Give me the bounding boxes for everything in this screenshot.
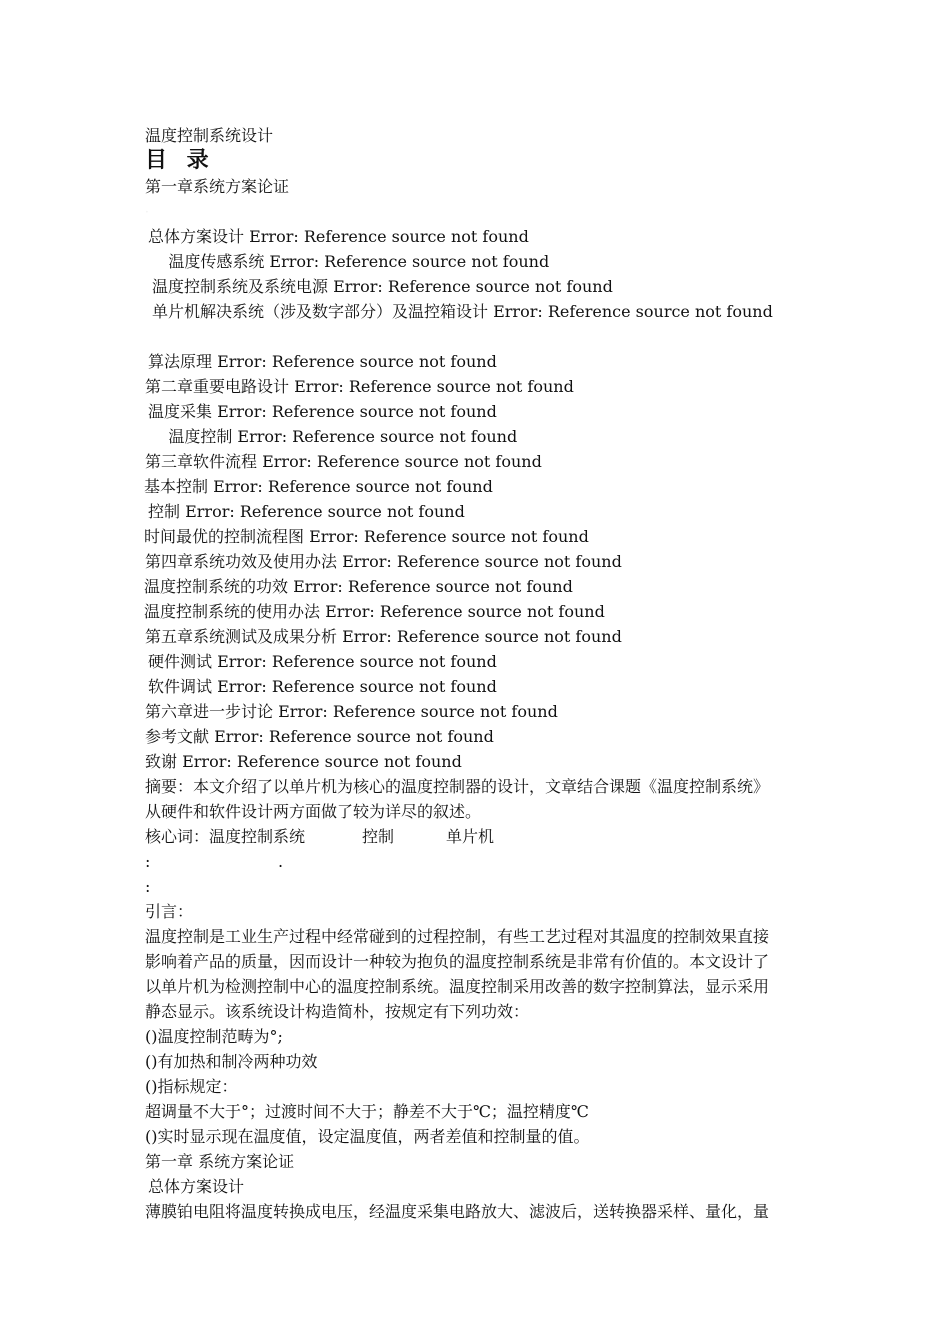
toc-entry[interactable]: 第一章系统方案论证 [145,177,290,196]
toc-entry[interactable]: 总体方案设计 Error: Reference source not found [148,227,529,246]
toc-entry[interactable]: 控制 Error: Reference source not found [148,502,465,521]
intro-line: 静态显示。该系统设计构造简朴，按规定有下列功效： [145,1002,530,1021]
toc-entry[interactable]: 单片机解决系统（涉及数字部分）及温控箱设计 Error: Reference source not found [152,302,773,321]
keyword-item: 单片机 [446,827,495,846]
toc-entry[interactable]: 温度采集 Error: Reference source not found [148,402,497,421]
toc-entry[interactable]: 第五章系统测试及成果分析 Error: Reference source not found [145,627,622,646]
toc-entry[interactable]: 温度控制系统的功效 Error: Reference source not found [144,577,573,596]
toc-heading: 目 录 [145,148,215,173]
colon-line: : [145,877,151,896]
toc-entry[interactable]: 温度控制系统的使用办法 Error: Reference source not found [144,602,605,621]
feature-item: ()指标规定： [145,1077,238,1096]
abstract-line: 从硬件和软件设计两方面做了较为详尽的叙述。 [145,802,482,821]
keyword-item: 控制 [362,827,395,846]
toc-entry[interactable]: 第四章系统功效及使用办法 Error: Reference source not found [145,552,622,571]
document-title: 温度控制系统设计 [145,126,274,145]
intro-line: 以单片机为检测控制中心的温度控制系统。温度控制采用改善的数字控制算法，显示采用 [145,977,770,996]
toc-entry[interactable]: 第六章进一步讨论 Error: Reference source not found [145,702,558,721]
abstract-line: 摘要：本文介绍了以单片机为核心的温度控制器的设计，文章结合课题《温度控制系统》 [145,777,770,796]
intro-line: 温度控制是工业生产过程中经常碰到的过程控制，有些工艺过程对其温度的控制效果直接 [145,927,770,946]
dot-mark: . [278,852,284,871]
toc-entry[interactable]: 算法原理 Error: Reference source not found [148,352,497,371]
intro-heading: 引言： [145,902,194,921]
toc-entry[interactable]: 温度传感系统 Error: Reference source not found [148,252,550,271]
feature-item: ()有加热和制冷两种功效 [145,1052,318,1071]
toc-entry[interactable]: 温度控制 Error: Reference source not found [148,427,518,446]
keywords-label: 核心词：温度控制系统 [145,827,306,846]
intro-line: 影响着产品的质量，因而设计一种较为抱负的温度控制系统是非常有价值的。本文设计了 [145,952,770,971]
toc-entry[interactable]: 基本控制 Error: Reference source not found [144,477,493,496]
section-heading: 总体方案设计 [148,1177,245,1196]
toc-entry[interactable]: 温度控制系统及系统电源 Error: Reference source not found [152,277,613,296]
toc-entry[interactable]: 第二章重要电路设计 Error: Reference source not found [145,377,574,396]
feature-item: 超调量不大于°；过渡时间不大于；静差不大于℃；温控精度℃ [145,1102,589,1121]
body-line: 薄膜铂电阻将温度转换成电压，经温度采集电路放大、滤波后，送转换器采样、量化，量 [145,1202,770,1221]
toc-entry[interactable]: 第三章软件流程 Error: Reference source not found [145,452,542,471]
toc-entry[interactable]: 软件调试 Error: Reference source not found [148,677,497,696]
chapter-heading: 第一章 系统方案论证 [145,1152,295,1171]
feature-item: ()温度控制范畴为°; [145,1027,283,1046]
faint-watermark-text: · [145,205,149,219]
toc-entry[interactable]: 时间最优的控制流程图 Error: Reference source not found [144,527,589,546]
toc-entry[interactable]: 硬件测试 Error: Reference source not found [148,652,497,671]
toc-entry[interactable]: 参考文献 Error: Reference source not found [145,727,494,746]
colon-line: : [145,852,151,871]
toc-entry[interactable]: 致谢 Error: Reference source not found [145,752,462,771]
feature-item: ()实时显示现在温度值，设定温度值，两者差值和控制量的值。 [145,1127,590,1146]
